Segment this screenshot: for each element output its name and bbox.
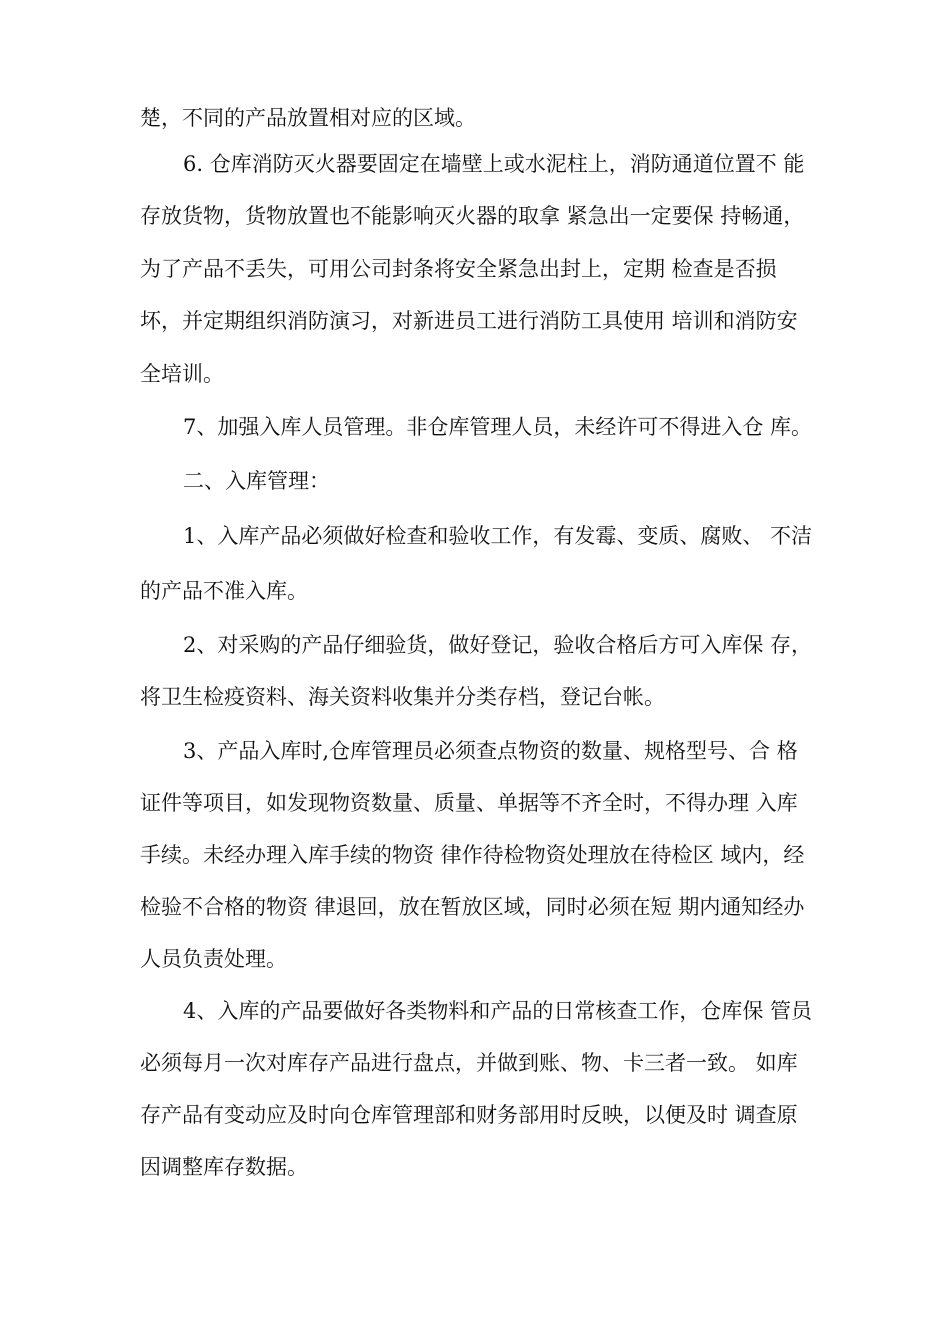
text-line-21: 因调整库存数据。 — [140, 1155, 308, 1179]
text-line-2: 6. 仓库消防灭火器要固定在墙壁上或水泥柱上，消防通道位置不 能 — [183, 152, 805, 176]
text-line-14: 证件等项目，如发现物资数量、质量、单据等不齐全时，不得办理 入库 — [140, 791, 798, 815]
text-line-7: 7、加强入库人员管理。非仓库管理人员，未经许可不得进入仓 库。 — [183, 415, 813, 439]
text-line-11: 2、对采购的产品仔细验货，做好登记，验收合格后方可入库保 存， — [183, 633, 813, 657]
text-line-10: 的产品不准入库。 — [140, 579, 308, 603]
text-line-6: 全培训。 — [140, 362, 224, 386]
text-line-9: 1、入库产品必须做好检查和验收工作，有发霉、变质、腐败、 不洁 — [183, 524, 813, 548]
text-line-19: 必须每月一次对库存产品进行盘点，并做到账、物、卡三者一致。 如库 — [140, 1051, 798, 1075]
text-line-15: 手续。未经办理入库手续的物资 律作待检物资处理放在待检区 域内，经 — [140, 843, 805, 867]
text-line-20: 存产品有变动应及时向仓库管理部和财务部用时反映，以便及时 调查原 — [140, 1103, 798, 1127]
text-line-13: 3、产品入库时,仓库管理员必须查点物资的数量、规格型号、合 格 — [183, 739, 798, 763]
text-line-16: 检验不合格的物资 律退回，放在暂放区域，同时必须在短 期内通知经办 — [140, 895, 805, 919]
text-line-1: 楚，不同的产品放置相对应的区域。 — [140, 106, 476, 130]
text-line-18: 4、入库的产品要做好各类物料和产品的日常核查工作，仓库保 管员 — [183, 999, 813, 1023]
text-line-17: 人员负责处理。 — [140, 947, 287, 971]
text-line-5: 坏，并定期组织消防演习，对新进员工进行消防工具使用 培训和消防安 — [140, 309, 798, 333]
text-line-4: 为了产品不丢失，可用公司封条将安全紧急出封上，定期 检查是否损 — [140, 257, 777, 281]
text-line-12: 将卫生检疫资料、海关资料收集并分类存档，登记台帐。 — [140, 685, 665, 709]
text-line-3: 存放货物，货物放置也不能影响灭火器的取拿 紧急出一定要保 持畅通， — [140, 204, 805, 228]
section-heading: 二、入库管理： — [183, 469, 330, 493]
